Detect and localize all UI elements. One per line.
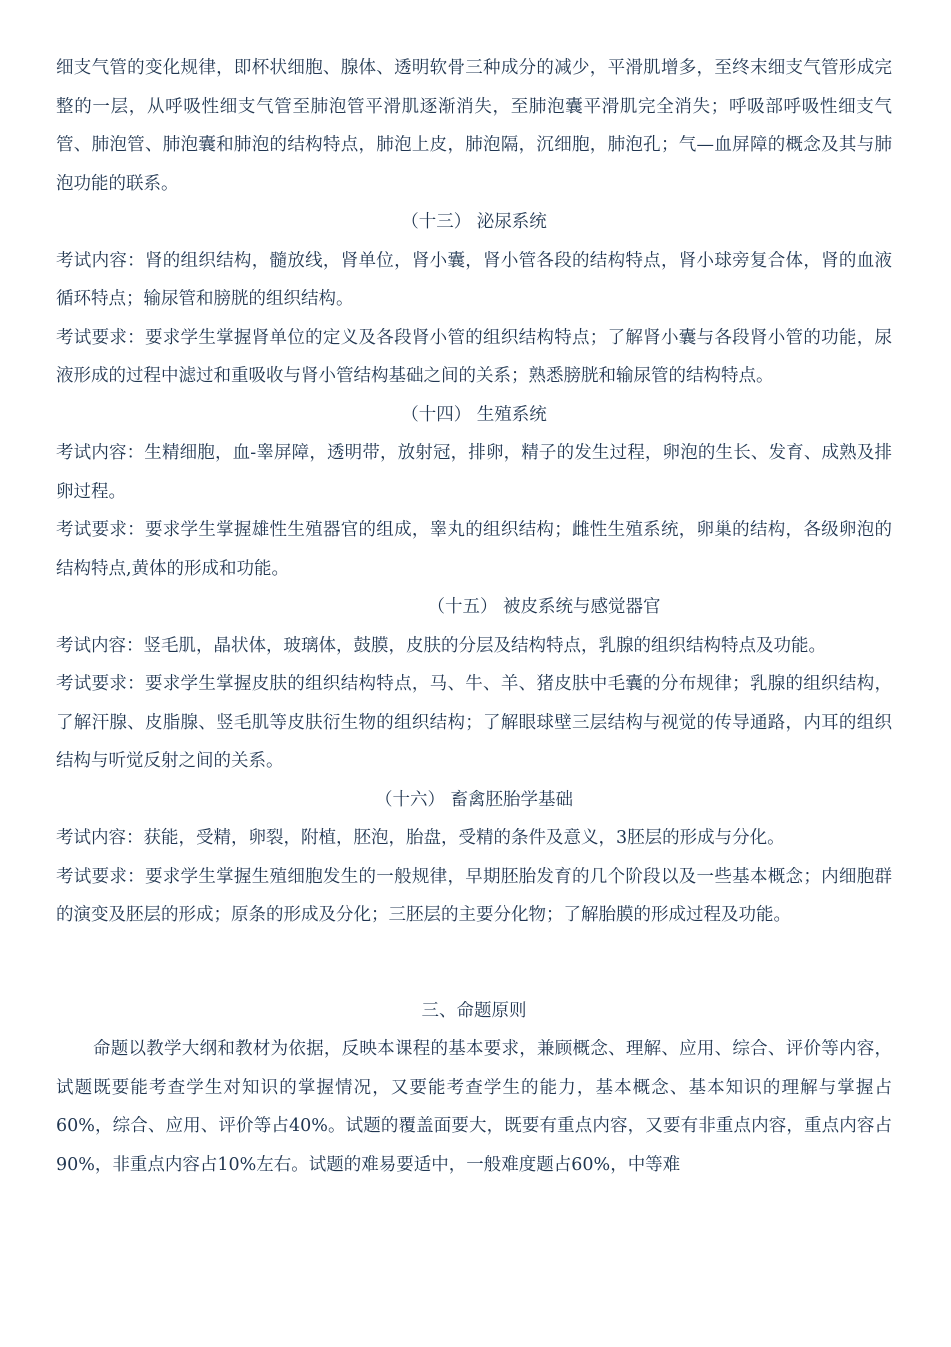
section-heading-embryology: （十六） 畜禽胚胎学基础 xyxy=(374,789,574,810)
paragraph-question-principles: 命题以教学大纲和教材为依据，反映本课程的基本要求，兼顾概念、理解、应用、综合、评价等内容，试题既要能考查学生对知识的掌握情况，又要能考查学生的能力，基本概念、基本知识的理解与掌握占60%，综合、应用、评价等占40%。试题的覆盖面要大，既要有重点内容，又要有非重点内容，重点内容占90%，非重点内容占10%左右。试题的难易要适中，一般难度题占60%，中等难 xyxy=(56,1039,892,1175)
section-spacer xyxy=(56,935,892,992)
paragraph-urinary-exam-content: 考试内容：肾的组织结构，髓放线，肾单位，肾小囊，肾小管各段的结构特点，肾小球旁复合体，肾的血液循环特点；输尿管和膀胱的组织结构。 xyxy=(56,250,892,309)
paragraph-embryology-exam-requirements: 考试要求：要求学生掌握生殖细胞发生的一般规律，早期胚胎发育的几个阶段以及一些基本概念；内细胞群的演变及胚层的形成；原条的形成及分化；三胚层的主要分化物；了解胎膜的形成过程及功能。 xyxy=(56,866,892,925)
document-body xyxy=(56,49,892,1184)
section-heading-urinary-system: （十三） 泌尿系统 xyxy=(401,212,547,232)
section-heading-question-principles: 三、命题原则 xyxy=(421,1000,527,1021)
paragraph-reproductive-exam-requirements: 考试要求：要求学生掌握雄性生殖器官的组成，睾丸的组织结构；雌性生殖系统，卵巢的结构，各级卵泡的结构特点,黄体的形成和功能。 xyxy=(56,520,892,579)
paragraph-integumentary-exam-requirements: 考试要求：要求学生掌握皮肤的组织结构特点，马、牛、羊、猪皮肤中毛囊的分布规律；乳腺的组织结构，了解汗腺、皮脂腺、竖毛肌等皮肤衍生物的组织结构；了解眼球壁三层结构与视觉的传导通路，内耳的组织结构与听觉反射之间的关系。 xyxy=(56,674,892,771)
paragraph-integumentary-exam-content: 考试内容：竖毛肌，晶状体，玻璃体，鼓膜，皮肤的分层及结构特点，乳腺的组织结构特点及功能。 xyxy=(56,635,826,656)
section-heading-integumentary-sensory: （十五） 被皮系统与感觉器官 xyxy=(427,597,661,617)
section-heading-reproductive-system: （十四） 生殖系统 xyxy=(401,404,547,425)
paragraph-urinary-exam-requirements: 考试要求：要求学生掌握肾单位的定义及各段肾小管的组织结构特点；了解肾小囊与各段肾小管的功能，尿液形成的过程中滤过和重吸收与肾小管结构基础之间的关系；熟悉膀胱和输尿管的结构特点。 xyxy=(56,327,892,386)
paragraph-respiratory-continued: 细支气管的变化规律，即杯状细胞、腺体、透明软骨三种成分的减少，平滑肌增多，至终末细支气管形成完整的一层，从呼吸性细支气管至肺泡管平滑肌逐渐消失，至肺泡囊平滑肌完全消失；呼吸部呼吸性细支气管、肺泡管、肺泡囊和肺泡的结构特点，肺泡上皮，肺泡隔，沉细胞，肺泡孔；气—血屏障的概念及其与肺泡功能的联系。 xyxy=(56,58,892,194)
paragraph-reproductive-exam-content: 考试内容：生精细胞，血-睾屏障，透明带，放射冠，排卵，精子的发生过程，卵泡的生长、发育、成熟及排卵过程。 xyxy=(56,443,892,502)
paragraph-embryology-exam-content: 考试内容：获能，受精，卵裂，附植，胚泡，胎盘，受精的条件及意义，3胚层的形成与分化。 xyxy=(56,828,785,848)
